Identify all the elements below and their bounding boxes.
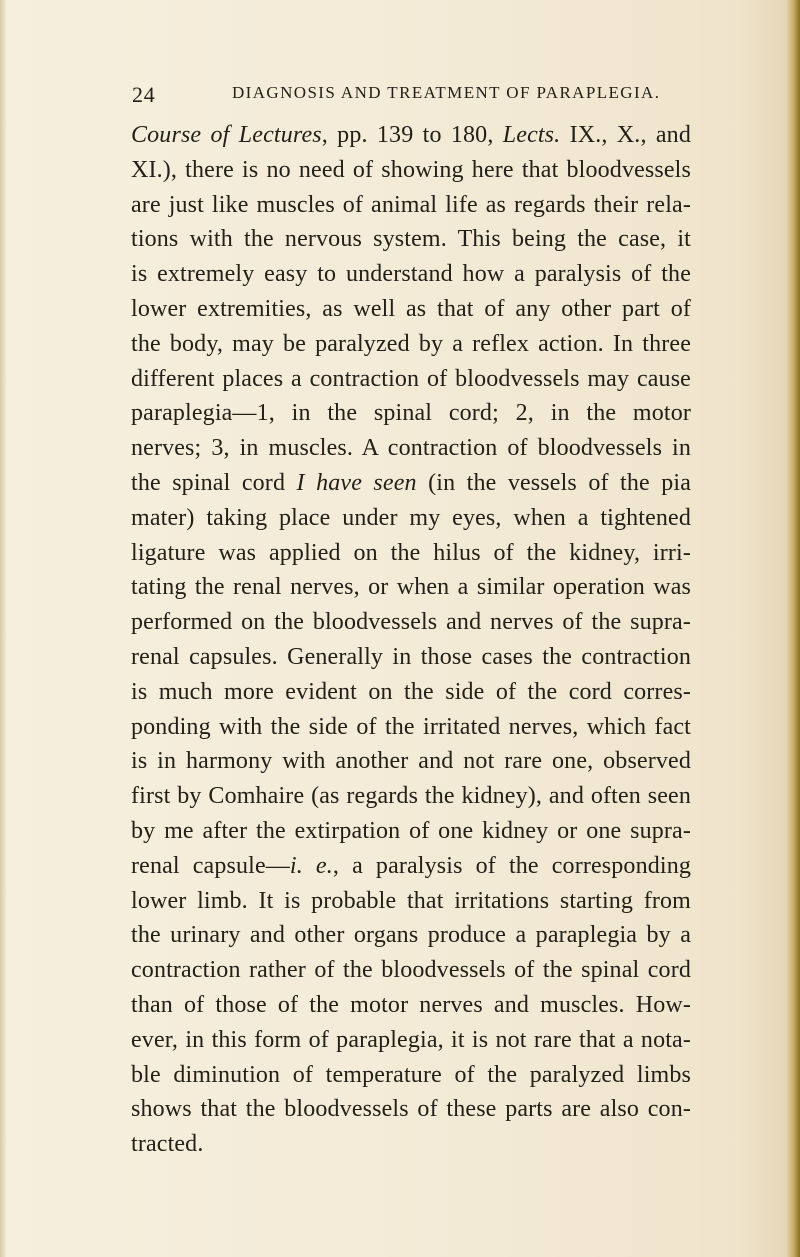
text-line — [131, 292, 691, 327]
text-line — [131, 675, 691, 710]
text-segment: IX., X., and — [560, 122, 691, 148]
text-line — [131, 327, 691, 362]
text-line — [131, 362, 691, 397]
text-segment: ble diminution of temperature of the paralyzed limbs — [131, 1061, 691, 1088]
text-segment: , pp. 139 to 180, — [321, 122, 503, 148]
text-segment: lower limb. It is probable that irritations starting from — [131, 887, 691, 914]
italic-text-segment: I have seen — [296, 469, 417, 496]
italic-text-segment: Course of Lectures — [131, 122, 322, 148]
text-segment: ever, in this form of paraplegia, it is not rare that a nota- — [131, 1026, 691, 1053]
text-line — [131, 849, 691, 884]
running-head — [132, 82, 661, 110]
text-segment: contraction rather of the bloodvessels of the spinal cord — [131, 957, 691, 984]
text-segment: paraplegia—1, in the spinal cord; 2, in the motor — [131, 400, 691, 427]
text-line — [131, 779, 691, 814]
text-segment: than of those of the motor nerves and muscles. How- — [131, 991, 691, 1018]
text-line — [131, 605, 691, 640]
text-segment: mater) taking place under my eyes, when a tightened — [131, 504, 691, 531]
text-line — [131, 431, 691, 466]
text-segment: lower extremities, as well as that of any other part of — [131, 295, 691, 322]
italic-text-segment: i. e. — [289, 852, 333, 879]
text-line — [131, 814, 691, 849]
text-line — [131, 1092, 691, 1127]
text-segment: are just like muscles of animal life as regards their rela- — [131, 191, 691, 218]
text-segment: is much more evident on the side of the cord corres- — [131, 678, 691, 705]
text-segment: renal capsule— — [131, 852, 290, 879]
text-line — [131, 1023, 691, 1058]
text-segment: (in the vessels of the pia — [416, 469, 692, 496]
text-line — [131, 188, 691, 223]
text-line — [131, 536, 691, 571]
text-segment: tracted. — [131, 1131, 204, 1158]
text-segment: , a paralysis of the corresponding — [332, 852, 691, 879]
text-line — [131, 640, 691, 675]
text-line — [131, 396, 691, 431]
text-line — [131, 1127, 691, 1162]
text-segment: renal capsules. Generally in those cases the contraction — [131, 643, 691, 670]
text-segment: performed on the bloodvessels and nerves of the supra- — [131, 609, 691, 636]
italic-text-segment: Lects. — [502, 122, 561, 148]
text-segment: the urinary and other organs produce a paraplegia by a — [131, 922, 691, 949]
text-line — [131, 118, 691, 153]
page-number: 24 — [132, 82, 156, 107]
text-segment: by me after the extirpation of one kidney or one supra- — [131, 817, 691, 844]
body-paragraph — [131, 118, 691, 1162]
text-segment: nerves; 3, in muscles. A contraction of bloodvessels in — [131, 435, 691, 462]
text-segment: different places a contraction of bloodvessels may cause — [131, 365, 691, 392]
text-line — [131, 710, 691, 745]
text-segment: is extremely easy to understand how a paralysis of the — [131, 261, 691, 288]
text-segment: ponding with the side of the irritated nerves, which fact — [131, 713, 691, 740]
text-line — [131, 988, 691, 1023]
text-line — [131, 570, 691, 605]
text-line — [131, 257, 691, 292]
text-line — [131, 1058, 691, 1093]
text-line — [131, 953, 691, 988]
page-right-edge — [786, 0, 800, 1257]
text-segment: tions with the nervous system. This being the case, it — [131, 226, 691, 253]
text-segment: the body, may be paralyzed by a reflex action. In three — [131, 330, 691, 357]
text-segment: ligature was applied on the hilus of the kidney, irri- — [131, 539, 691, 566]
text-segment: is in harmony with another and not rare one, observed — [131, 748, 691, 775]
text-segment: first by Comhaire (as regards the kidney), and often seen — [131, 783, 691, 810]
text-line — [131, 744, 691, 779]
text-line — [131, 884, 691, 919]
text-line — [131, 222, 691, 257]
page-left-edge — [0, 0, 6, 1257]
running-title: DIAGNOSIS AND TREATMENT OF PARAPLEGIA. — [232, 83, 661, 102]
text-line — [131, 466, 691, 501]
text-segment: the spinal cord — [131, 469, 297, 496]
text-line — [131, 153, 691, 188]
text-segment: tating the renal nerves, or when a similar operation was — [131, 574, 691, 601]
text-line — [131, 918, 691, 953]
text-segment: XI.), there is no need of showing here that bloodvessels — [131, 156, 691, 183]
text-segment: shows that the bloodvessels of these parts are also con- — [131, 1096, 691, 1123]
text-line — [131, 501, 691, 536]
